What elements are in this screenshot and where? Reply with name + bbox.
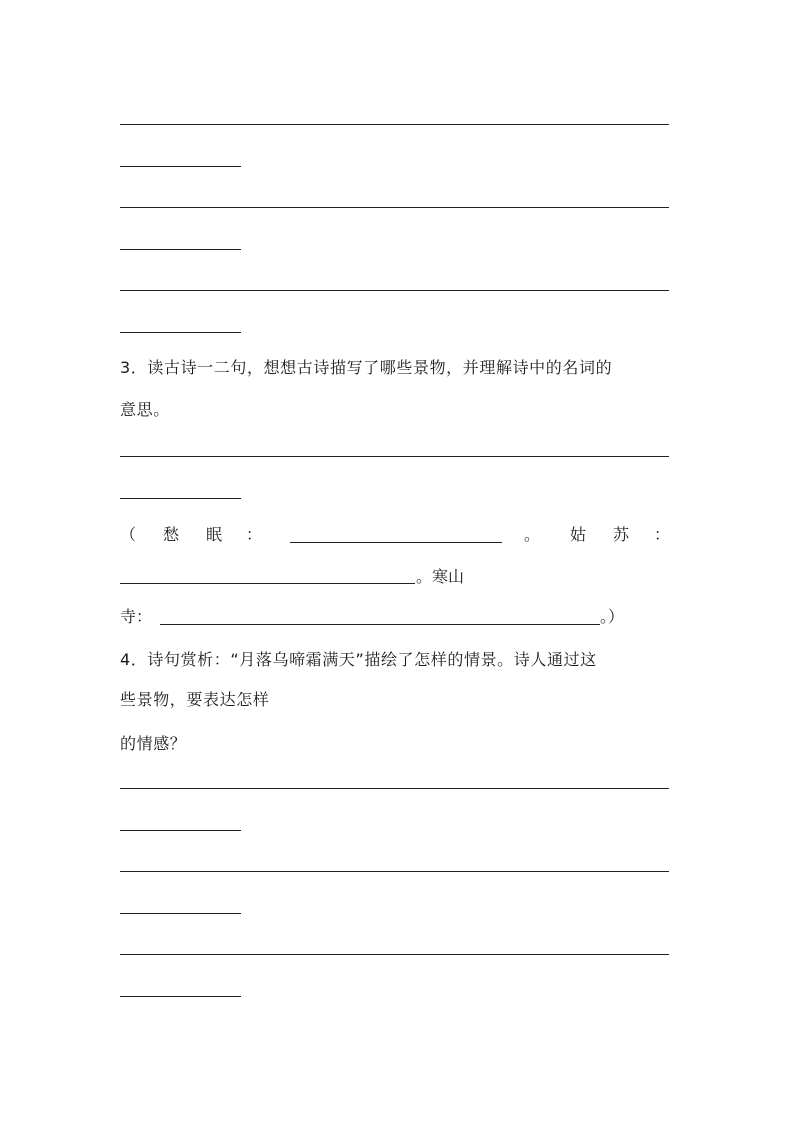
answer-line-continuation[interactable]: [120, 830, 241, 831]
answer-line-continuation[interactable]: [120, 913, 241, 914]
term-hanshan-start: 。寒山: [416, 567, 465, 586]
term-gu-char: 姑: [570, 525, 587, 544]
question-4-prompt-line2: 些景物，要表达怎样: [120, 690, 270, 709]
closing-mark: 。）: [600, 607, 625, 626]
term-colon: ：: [246, 525, 263, 544]
answer-line[interactable]: [120, 954, 669, 955]
answer-line[interactable]: [120, 788, 669, 789]
question-3-prompt-line1: 3．读古诗一二句，想想古诗描写了哪些景物，并理解诗中的名词的: [120, 358, 613, 377]
answer-line[interactable]: [120, 290, 669, 291]
period-mark: 。: [524, 525, 541, 544]
term-hanshan-end: 寺：: [120, 607, 153, 626]
fill-blank-chou-mian[interactable]: [290, 542, 502, 543]
answer-line-continuation[interactable]: [120, 166, 241, 167]
answer-line-continuation[interactable]: [120, 996, 241, 997]
answer-line[interactable]: [120, 871, 669, 872]
answer-line-continuation[interactable]: [120, 498, 241, 499]
term-su-char: 苏: [613, 525, 630, 544]
answer-line-continuation[interactable]: [120, 332, 241, 333]
answer-line[interactable]: [120, 207, 669, 208]
answer-line[interactable]: [120, 456, 669, 457]
term-chou-char: 愁: [163, 525, 180, 544]
fill-blank-hanshan-si[interactable]: [160, 624, 600, 625]
term-colon: ：: [654, 525, 671, 544]
fill-blank-gu-su[interactable]: [120, 583, 415, 584]
question-3-prompt-line2: 意思。: [120, 400, 170, 419]
question-4-prompt-line3: 的情感？: [120, 734, 187, 753]
question-4-prompt-line1: 4．诗句赏析：“月落乌啼霜满天”描绘了怎样的情景。诗人通过这: [120, 650, 597, 669]
answer-line-continuation[interactable]: [120, 249, 241, 250]
open-paren: （: [120, 525, 137, 544]
term-mian-char: 眠: [206, 525, 223, 544]
answer-line[interactable]: [120, 124, 669, 125]
